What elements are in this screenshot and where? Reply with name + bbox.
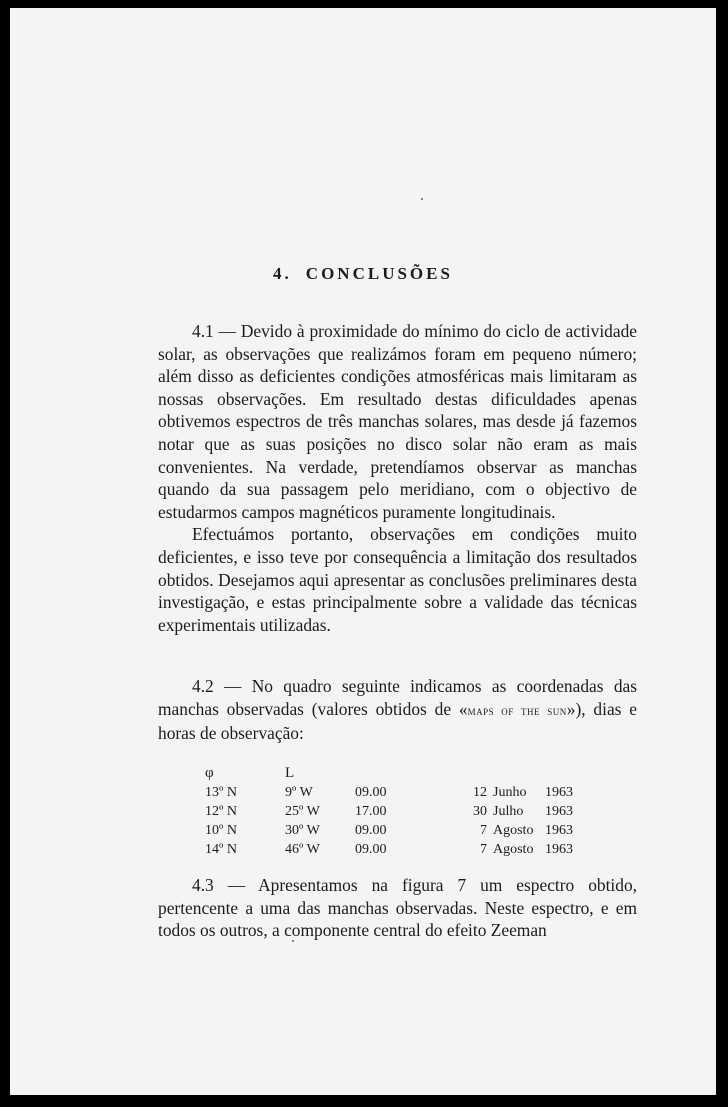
- paragraph-4-2: [158, 675, 637, 745]
- time-cell: 09.00: [355, 822, 387, 838]
- year-cell: 1963: [545, 803, 573, 819]
- table-row: [205, 802, 585, 821]
- paragraph-number: 4.3: [192, 875, 214, 895]
- month-cell: Agosto: [493, 822, 534, 838]
- longitude-cell: 30º W: [285, 822, 320, 838]
- observation-table: [205, 764, 585, 859]
- time-cell: 09.00: [355, 784, 387, 800]
- paragraph-text: — Devido à proximidade do mínimo do ciclo de actividade solar, as observações que realizámos foram em pequeno número; além disso as deficientes condições atmosféricas mais limitaram as nossas observações. Em resultado destas dificuldades apenas obtivemos espectros de três manchas solares, mas desde já fazemos notar que as suas posições no disco solar não eram as mais convenientes. Na verdade, pretendíamos observar as manchas quando da sua passagem pelo meridiano, com o objectivo de estudarmos campos magnéticos puramente longitudinais.: [158, 321, 637, 522]
- month-cell: Junho: [493, 784, 527, 800]
- section-title: CONCLUSÕES: [305, 264, 453, 283]
- latitude-cell: 12º N: [205, 803, 237, 819]
- header-latitude: φ: [205, 765, 214, 781]
- header-longitude: L: [285, 765, 295, 781]
- section-4-1: [158, 320, 637, 636]
- table-header-row: [205, 764, 585, 783]
- section-number: 4.: [273, 264, 292, 283]
- section-heading: [10, 264, 716, 284]
- month-cell: Julho: [493, 803, 524, 819]
- paragraph-text: — No quadro seguinte indicamos as coordenadas das manchas observadas (valores obtidos de «: [158, 676, 637, 719]
- time-cell: 09.00: [355, 841, 387, 857]
- day-cell: 12: [473, 784, 487, 800]
- day-cell: 7: [480, 841, 487, 857]
- year-cell: 1963: [545, 841, 573, 857]
- table-row: [205, 840, 585, 859]
- paragraph-number: 4.2: [192, 676, 214, 696]
- longitude-cell: 9º W: [285, 784, 313, 800]
- table-row: [205, 783, 585, 802]
- paragraph-text: »), dias e horas de observação:: [158, 698, 637, 744]
- section-4-2: [158, 675, 637, 745]
- document-page: [10, 8, 716, 1095]
- time-cell: 17.00: [355, 803, 387, 819]
- section-4-3: [158, 874, 637, 942]
- paragraph-4-1: [158, 320, 637, 523]
- longitude-cell: 25º W: [285, 803, 320, 819]
- year-cell: 1963: [545, 784, 573, 800]
- month-cell: Agosto: [493, 841, 534, 857]
- paragraph-number: 4.1: [192, 321, 214, 341]
- latitude-cell: 14º N: [205, 841, 237, 857]
- paragraph-4-1-continued: Efectuámos portanto, observações em condições muito deficientes, e isso teve por consequência a limitação dos resultados obtidos. Desejamos aqui apresentar as conclusões preliminares desta investigação, e estas principalmente sobre a validade das técnicas experimentais utilizadas.: [158, 524, 637, 635]
- year-cell: 1963: [545, 822, 573, 838]
- speck: [292, 940, 294, 942]
- latitude-cell: 10º N: [205, 822, 237, 838]
- table-row: [205, 821, 585, 840]
- day-cell: 7: [480, 822, 487, 838]
- paragraph-4-3: [158, 874, 637, 942]
- paragraph-text: — Apresentamos na figura 7 um espectro obtido, pertencente a uma das manchas observadas. Neste espectro, e em todos os outros, a componente central do efeito Zeeman: [158, 875, 637, 941]
- source-reference: maps of the sun: [467, 702, 567, 718]
- latitude-cell: 13º N: [205, 784, 237, 800]
- day-cell: 30: [473, 803, 487, 819]
- longitude-cell: 46º W: [285, 841, 320, 857]
- speck: [421, 198, 423, 200]
